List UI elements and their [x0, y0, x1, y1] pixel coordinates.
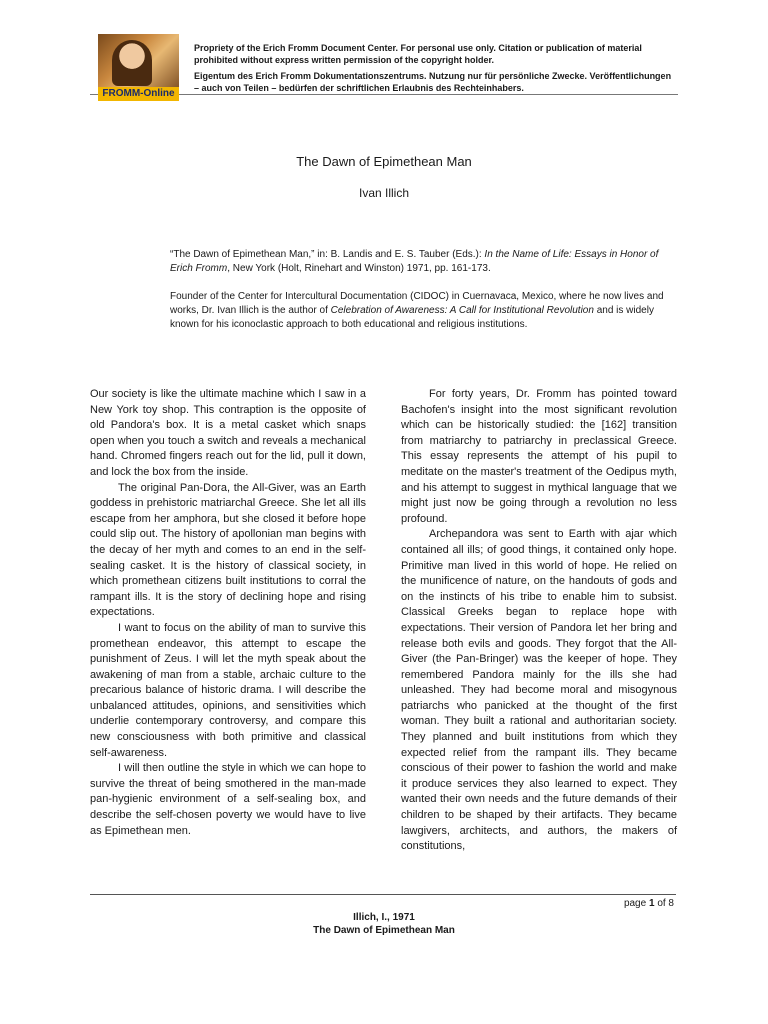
page-label: page: [623, 898, 647, 909]
copyright-notice-german: Eigentum des Erich Fromm Dokumentationszentrums. Nutzung nur für persönliche Zwecke. Veröffentlichungen – auch von Teilen – bedürfen der schriftlichen Erlaubnis des Rechteinhabers.: [194, 71, 672, 93]
bio-book-title: Celebration of Awareness: A Call for Institutional Revolution: [330, 305, 594, 316]
citation: [170, 248, 678, 276]
footer-reference: Illich, I., 1971: [353, 912, 415, 923]
citation-post: , New York (Holt, Rinehart and Winston) 1971, pp. 161-173.: [227, 263, 491, 274]
bio-post: and is widely known for his iconoclastic approach to both educational and religious institutions.: [170, 305, 654, 330]
left-column: [90, 387, 366, 839]
bio-pre: Founder of the Center for Intercultural Documentation (CIDOC) in Cuernavaca, Mexico, where he now lives and works, Dr. Ivan Illich is the author of: [170, 291, 664, 316]
page-current: 1: [648, 898, 655, 909]
copyright-notice-english: Propriety of the Erich Fromm Document Center. For personal use only. Citation or publication of material prohibited without express written permission of the copyright holder.: [194, 43, 642, 65]
footer-title: The Dawn of Epimethean Man: [313, 925, 455, 936]
paragraph: Our society is like the ultimate machine which I saw in a New York toy shop. This contraption is the opposite of old Pandora's box. It is a metal casket which snaps open when you touch a switch and reveals a mechanical hand. Chromed fingers reach out for the lid, pull it down, and lock the box from the inside.: [90, 388, 366, 478]
copyright-header: [90, 34, 678, 99]
fromm-online-logo: [98, 34, 179, 101]
paragraph: For forty years, Dr. Fromm has pointed toward Bachofen's insight into the most significant revolution which can be historically studied: the [162] transition from matriarchy to patriarchy in preclassical Greece. This essay represents the attempt of his pupil to meditate on the master's treatment of the Oedipus myth, and his attempt to suggest in mythical language that we might just now be going through a revolution no less profound.: [401, 388, 677, 525]
footer-divider: [90, 894, 676, 895]
document-title: The Dawn of Epimethean Man: [296, 154, 472, 169]
logo-label: FROMM-Online: [98, 87, 179, 101]
document-author: Ivan Illich: [358, 186, 410, 200]
right-column: [401, 387, 677, 855]
paragraph: Archepandora was sent to Earth with ajar which contained all ills; of good things, it contained only hope. Primitive man lived in this world of hope. He relied on the munificence of nature, on the handouts of gods and on the instincts of his tribe to enable him to subsist. Classical Greeks began to replace hope with expectations. Their version of Pandora let her bring and release both evils and goods. They forgot that the All-Giver (the Pan-Bringer) was the keeper of hope. They remembered Pandora mainly for the ills she had unleashed. They had become moral and misogynous patriarchs who panicked at the thought of the first woman. They built a rational and authoritarian society. They planned and built institutions from which they expected relief from the rampant ills. They became conscious of their power to fashion the world and make it produce services they also learned to expect. They wanted their own needs and the future demands of their children to be shaped by their artifacts. They became lawgivers, architects, and authors, the makers of constitutions,: [401, 528, 677, 853]
citation-pre: “The Dawn of Epimethean Man,” in: B. Landis and E. S. Tauber (Eds.):: [170, 249, 485, 260]
page-total: of 8: [657, 898, 674, 909]
citation-book-title: In the Name of Life: Essays in Honor of Erich Fromm: [170, 249, 659, 274]
paragraph: I will then outline the style in which we can hope to survive the threat of being smothered in the man-made pan-hygienic environment of a self-sealing box, and describe the self-chosen poverty we would have to live as Epimethean men.: [90, 762, 366, 837]
paragraph: The original Pan-Dora, the All-Giver, was an Earth goddess in prehistoric matriarchal Greece. She let all ills escape from her amphora, but she closed it before hope could slip out. The history of apollonian man begins with the decay of her myth and comes to an end in the self-sealing casket. It is the history of classical society, in which promethean citizens built institutions to corral the rampant ills. It is the story of declining hope and rising expectations.: [90, 481, 366, 619]
paragraph: I want to focus on the ability of man to survive this promethean endeavor, this attempt to escape the punishment of Zeus. I will let the myth speak about the awakening of man from a stable, archaic culture to the precarious balance of historic drama. I will describe the unbalanced attitudes, opinions, and sensitivities which underlie contemporary controversy, and compare this new consciousness with both primitive and classical self-awareness.: [90, 621, 366, 759]
portrait-image: [112, 40, 152, 86]
author-bio: [170, 290, 678, 332]
page-number: [624, 898, 674, 909]
